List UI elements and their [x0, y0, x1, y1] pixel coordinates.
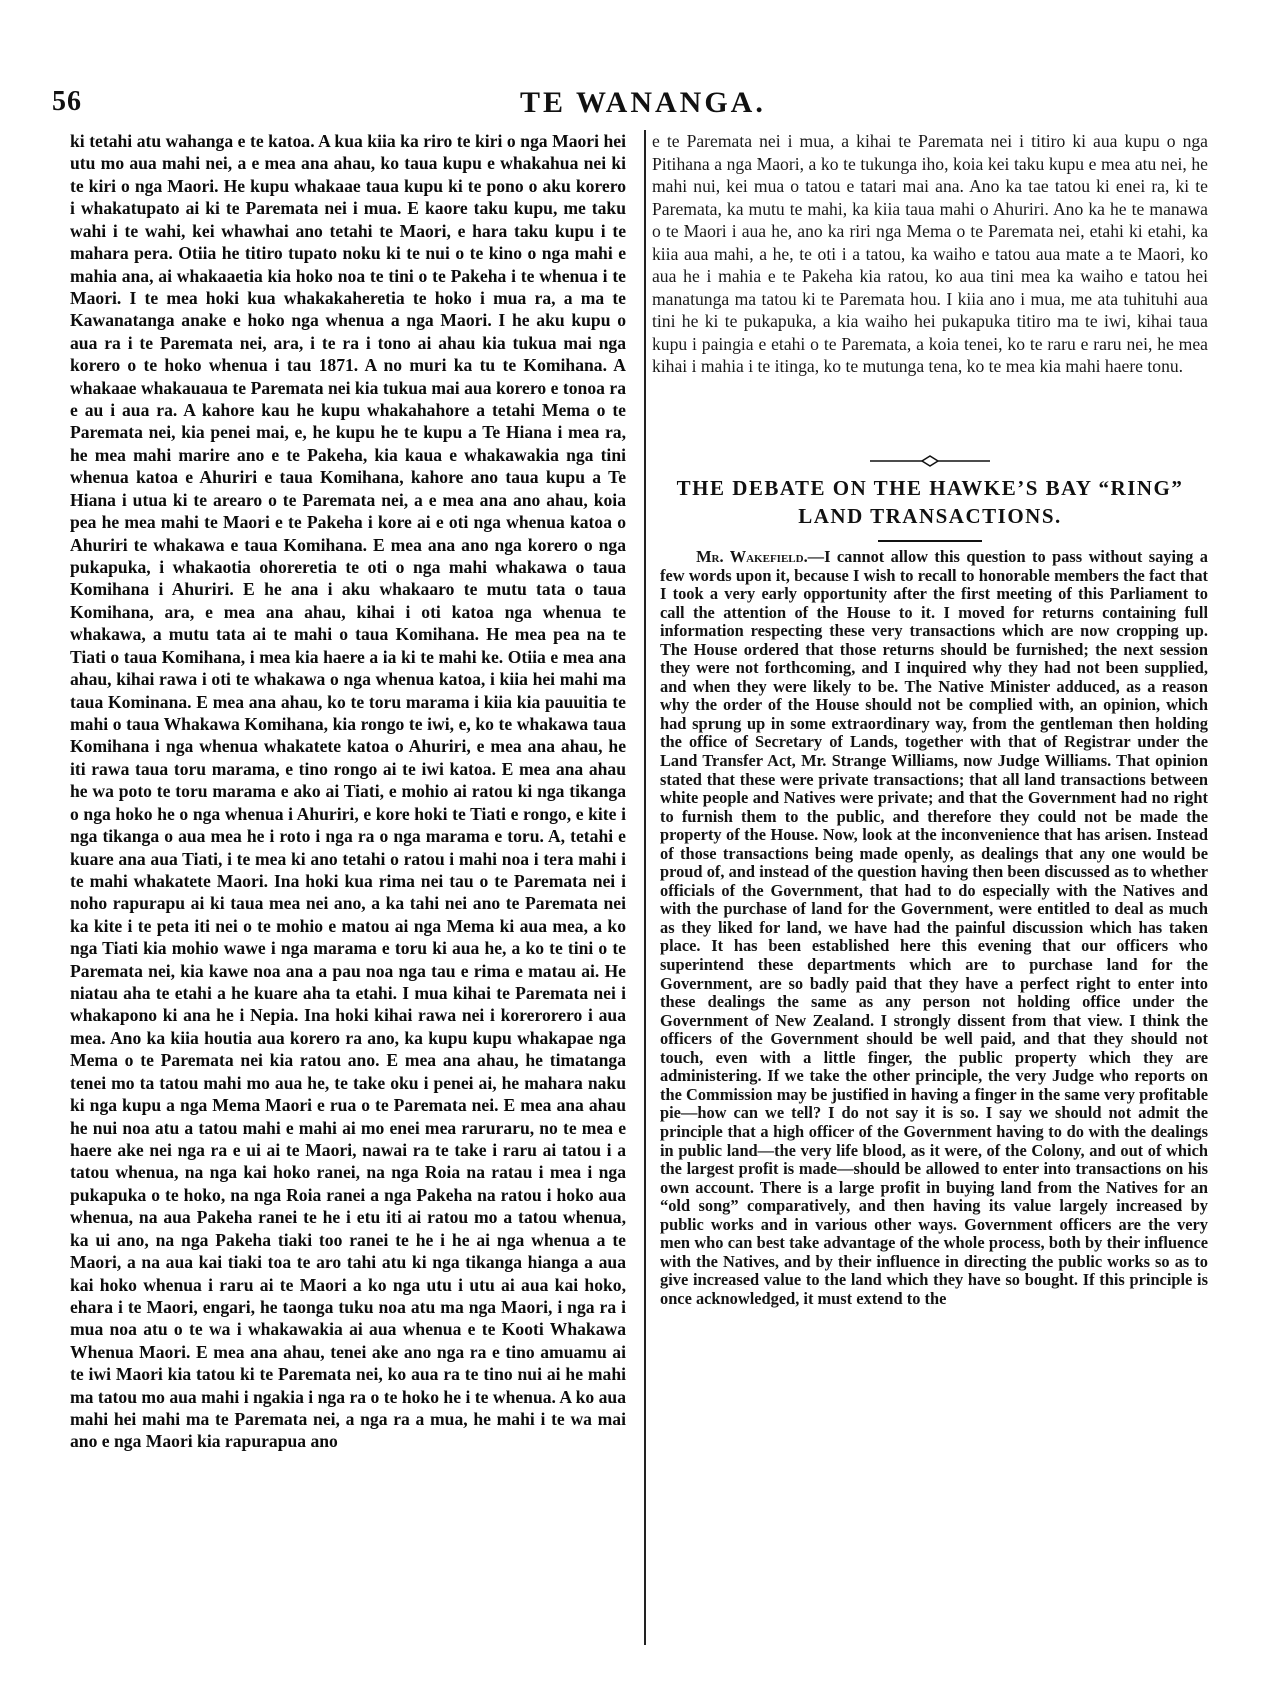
left-column: [70, 130, 626, 1453]
diamond-rule-icon: [870, 455, 990, 467]
debate-article: [660, 548, 1208, 1308]
page-number: 56: [52, 86, 82, 117]
maori-text-left: ki tetahi atu wahanga e te katoa. A kua kiia ka riro te kiri o nga Maori hei utu mo aua mahi nei, a e mea ana ahau, ko taua kupu e whakahua nei ki te kiri o nga Maori. He kupu whakaae taua kupu ki te pono o aku korero i whakatupato ai ki te Paremata nei i mua. E kaore taku kupu, me taku wahi i te wahi, kei whawhai ano tetahi te Maori, e hara taku kupu i te mahara pera. Otiia he titiro tupato noku ki te nui o te kino o nga mahi e mahia ana, ai whakaaetia kia hoko noa te tini o te Pakeha i te whenua i te Maori. I te mea hoki kua whakakaheretia te hoko i mua ra, a ma te Kawanatanga anake e hoko nga whenua a nga Maori. I he aku kupu o aua ra i te Paremata nei, ara, i te ra i tono ai ahau kia tukua mai nga korero o te hoko whenua i tau 1871. A no muri ka tu te Komihana. A whakaae whakauaua te Paremata nei kia tukua mai aua korero e tonoa ra e au i aua ra. A kahore kau he kupu whakahahore a tetahi Mema o te Paremata nei, kia penei mai, e, he kupu he te kupu a Te Hiana i mea ra, he mea mahi marire ano e te Pakeha, kia kaua e whakawakia nga tini whenua katoa e Ahuriri e taua Komihana, kahore ano taua kupu a Te Hiana i utua ki te arearo o te Paremata nei, a e mea ana ano ahau, koia pea he mea mahi te Maori e te Pakeha i kore ai e oti nga whenua katoa o Ahuriri te whakawa e taua Komihana. E mea ana ano nga korero o nga pukapuka, i whakaotia ohoreretia te oti o nga mahi whakawa o taua Komihana i Ahuriri. E he ana i aku whakaaro te mutu tata o taua Komihana, ara, e mea ana ahau, kihai i oti katoa nga whenua te whakawa, a mutu tata ai te mahi o taua Komihana. He mea pea na te Tiati o taua Komihana, i mea kia haere a ia ki te mahi ke. Otiia e mea ana ahau, kihai rawa i oti te whakawa o nga whenua katoa, i kiia hei mahi ma taua Kominana. E mea ana ahau, ko te toru marama i kiia kia pauuitia te mahi o taua Whakawa Komihana, kia rongo te iwi, e, ko te whakawa taua Komihana i nga whenua whakatete katoa o Ahuriri, e mea ana ahau, he iti rawa taua toru marama, e tino rongo ai te iwi katoa. E mea ana ahau he wa poto te toru marama e ako ai Tiati, e mohio ai ratou ki nga tikanga o nga hoko he o nga whenua i Ahuriri, e kore hoki te Tiati e rongo, e kite i nga tikanga o aua mea he i roto i nga ra o nga marama e toru. A, tetahi e kuare ana aua Tiati, i te mea ki ano tetahi o ratou i mahi noa i tera mahi i te mahi whakatete Maori. Ina hoki kua rima nei tau o te Paremata nei i noho rapurapu ai ki taua mea nei ano, a ka tahi nei ano te Paremata nei ka kite i te peta iti nei o te mohio e matou ai nga Mema ki aua mea, a ko nga Tiati kia mohio wawe i nga marama e toru ki aua he, a ko te tini o te Paremata nei, kia kawe noa ana a pau noa nga tau e rima e matau ai. He niatau aha te etahi a he kuare aha ta etahi. I mua kihai te Paremata nei i whakapono ki ana he i Nepia. Ina hoki kihai rawa nei i korerorero i aua mea. Ano ka kiia houtia aua korero ra ano, ka kupu kupu whakapae nga Mema o te Paremata nei kia ratou ano. E mea ana ahau, he timatanga tenei mo ta tatou mahi mo aua he, te take oku i penei ai, he mahara naku ki nga kupu a nga Mema Maori e rua o te Paremata nei. E mea ana ahau he nui noa atu a tatou mahi e mahi ai mo enei mea raruraru, no te mea e haere ake nei nga ra e ui ai te Maori, nawai ra te take i raru ai tatou i a tatou whenua, na nga kai hoko ranei, na nga Roia na ratau i mea i nga pukapuka o te hoko, na nga Roia ranei a nga Pakeha na ratou i hoko aua whenua, na aua Pakeha ranei te he i etu iti ai ratou mo a tatou whenua, ka ui ano, na nga Pakeha tiaki too ranei te he i he ai nga whenua a te Maori, a na aua kai tiaki toa te aro tahi atu ki nga tikanga hianga a aua kai hoko whenua i raru ai te Maori a ko nga utu i utu ai aua kai hoko, ehara i te Maori, engari, he taonga tuku noa atu ma nga Maori, i nga ra i mua noa atu o te wa i whakawakia ai aua whenua e te Kooti Whakawa Whenua Maori. E mea ana ahau, tenei ake ano nga ra e tino amuamu ai te iwi Maori kia tatou ki te Paremata nei, ko aua ra te tino nui ai he mahi ma tatou mo aua mahi i ngakia i nga ra o te hoko he i te whenua. A ko aua mahi hei mahi ma te Paremata nei, a nga ra a mua, he mahi i te wa mai ano e nga Maori kia rapurapua ano: [70, 131, 626, 1452]
article-title: THE DEBATE ON THE HAWKE’S BAY “RING” LAND TRANSACTIONS.: [676, 476, 1184, 528]
maori-text-right: e te Paremata nei i mua, a kihai te Paremata nei i titiro ki aua kupu o nga Pitihana a nga Maori, a ko te tukunga iho, koia kei taku kupu e mea atu nei, he mahi nui, kei mua o tatou e tatari mai ana. Ano ka tae tatou ki enei ra, ki te Paremata, ka mutu te mahi, ka kiia taua mahi o Ahuriri. Ano ka he te manawa o te Maori i aua he, ano ka riri nga Mema o te Paremata nei, etahi ki etahi, ka kiia aua mahi, a he, te oti i a tatou, ka waiho e tatou aua mate a te Maori, ko aua he i mahia e te Pakeha kia ratou, ko aua tini mea ka waiho e tatou hei manatunga ma tatou ki te Paremata hou. I kiia ano i mua, me ata tuhituhi aua tini he ki te pukapuka, a kia waiho hei pukapuka titiro ma te iwi, kihai taua kupu i paingia e etahi o te Paremata, a koia tenei, ko te raru e raru nei, he mea kihai i mahia i te itinga, ko te mutunga tena, ko te mea kia mahi haere tonu.: [652, 131, 1208, 376]
title-rule: [878, 540, 982, 542]
right-column-top: [652, 130, 1208, 378]
section-ornament: [652, 455, 1208, 469]
column-divider: [644, 130, 646, 1645]
newspaper-title: TE WANANGA.: [520, 86, 766, 119]
speaker-name: Mr. Wakefield.: [696, 547, 808, 566]
speech-paragraph: [660, 548, 1208, 1308]
speech-text: —I cannot allow this question to pass without saying a few words upon it, because I wish to recall to honorable members the fact that I took a very early opportunity after the first meeting of this Parliament to call the attention of the House to it. I moved for returns containing full information respecting these very transactions which are now cropping up. The House ordered that those returns should be furnished; the next session they were not forthcoming, and I inquired why they had not been supplied, and when they were likely to be. The Native Minister adduced, as a reason why the order of the House should not be complied with, an opinion, which had sprung up in some extraordinary way, from the gentleman then holding the office of Secretary of Lands, together with that of Registrar under the Land Transfer Act, Mr. Strange Williams, now Judge Williams. That opinion stated that these were private transactions; that all land transactions between white people and Natives were private; and that the Government had no right to furnish them to the public, and therefore they could not be made the property of the House. Now, look at the inconvenience that has arisen. Instead of those transactions being made openly, as dealings that any one would be proud of, and instead of the question having then been discussed as to whether officials of the Government, that had to do especially with the Natives and with the purchase of land for the Government, were entitled to deal as much as they liked for land, we have had the painful discussion which has taken place. It has been established here this evening that our officers who superintend these departments which are to purchase land for the Government, are so badly paid that they have a perfect right to enter into these dealings the same as any person not holding office under the Government of New Zealand. I strongly dissent from that view. I think the officers of the Government should be well paid, and that they should not touch, even with a little finger, the public property which they are administering. If we take the other principle, the very Judge who reports on the Commission may be justified in having a finger in the same very profitable pie—how can we tell? I do not say it is so. I say we should not admit the principle that a high officer of the Government having to do with the dealings in public land—the very life blood, as it were, of the Colony, and out of which the largest profit is made—should be allowed to enter into transactions on his own account. There is a large profit in buying land from the Natives for an “old song” comparatively, and then having its value largely increased by public works and in various other ways. Government officers are the very men who can best take advantage of the whole process, both by their influence with the Natives, and by their influence in directing the public works so as to give increased value to the land which they have so bought. If this principle is once acknowledged, it must extend to the: [660, 547, 1208, 1308]
